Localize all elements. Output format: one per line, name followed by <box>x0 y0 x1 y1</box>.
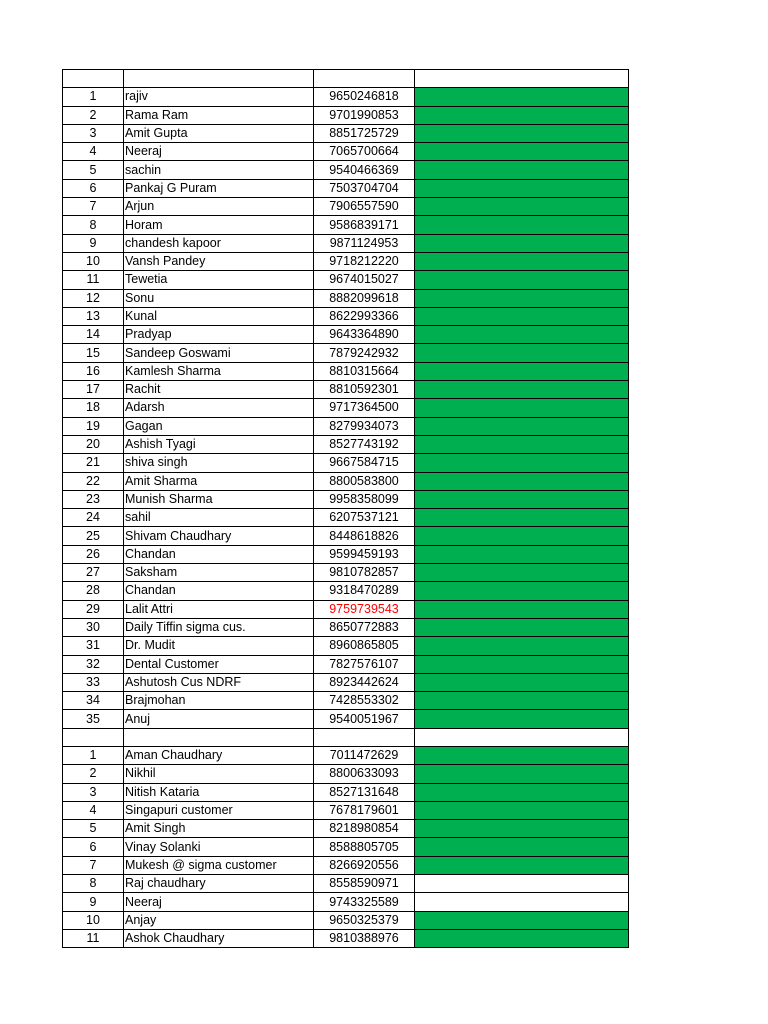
phone-cell[interactable]: 9958358099 <box>314 490 415 508</box>
contact-sheet-body <box>63 70 629 948</box>
table-row <box>63 655 629 673</box>
phone-cell[interactable]: 8650772883 <box>314 618 415 636</box>
status-cell[interactable] <box>415 326 629 344</box>
status-cell[interactable] <box>415 289 629 307</box>
phone-cell[interactable]: 8810592301 <box>314 381 415 399</box>
name-cell[interactable]: sachin <box>124 161 314 179</box>
phone-cell[interactable]: 7503704704 <box>314 179 415 197</box>
row-number-cell[interactable]: 31 <box>63 637 124 655</box>
name-cell[interactable]: Dental Customer <box>124 655 314 673</box>
status-cell[interactable] <box>415 618 629 636</box>
row-number-cell[interactable]: 32 <box>63 655 124 673</box>
table-row <box>63 106 629 124</box>
row-number-cell[interactable]: 4 <box>63 143 124 161</box>
name-cell[interactable]: Pankaj G Puram <box>124 179 314 197</box>
phone-cell[interactable]: 9718212220 <box>314 252 415 270</box>
row-number-cell[interactable]: 7 <box>63 856 124 874</box>
table-row <box>63 893 629 911</box>
name-cell[interactable]: Tewetia <box>124 271 314 289</box>
name-cell[interactable]: Amit Singh <box>124 820 314 838</box>
row-number-cell[interactable]: 8 <box>63 216 124 234</box>
table-row <box>63 124 629 142</box>
row-number-cell[interactable] <box>63 728 124 746</box>
phone-cell[interactable]: 7678179601 <box>314 801 415 819</box>
phone-cell[interactable]: 9540051967 <box>314 710 415 728</box>
name-cell[interactable]: Aman Chaudhary <box>124 746 314 764</box>
phone-cell[interactable]: 8218980854 <box>314 820 415 838</box>
row-number-cell[interactable]: 19 <box>63 417 124 435</box>
phone-cell[interactable]: 6207537121 <box>314 509 415 527</box>
name-cell[interactable]: Nikhil <box>124 765 314 783</box>
table-row <box>63 875 629 893</box>
status-cell[interactable] <box>415 509 629 527</box>
table-row <box>63 856 629 874</box>
header-row <box>63 70 629 88</box>
status-cell[interactable] <box>415 911 629 929</box>
phone-cell[interactable]: 8527131648 <box>314 783 415 801</box>
row-number-cell[interactable]: 6 <box>63 838 124 856</box>
name-cell[interactable]: Anuj <box>124 710 314 728</box>
status-cell[interactable] <box>415 582 629 600</box>
status-cell[interactable] <box>415 838 629 856</box>
phone-cell[interactable]: 8800633093 <box>314 765 415 783</box>
name-cell[interactable]: Chandan <box>124 545 314 563</box>
phone-cell[interactable]: 8588805705 <box>314 838 415 856</box>
name-cell[interactable]: Rama Ram <box>124 106 314 124</box>
status-cell[interactable] <box>415 692 629 710</box>
status-cell[interactable] <box>415 161 629 179</box>
phone-cell[interactable]: 8960865805 <box>314 637 415 655</box>
status-cell[interactable] <box>415 564 629 582</box>
status-cell[interactable] <box>415 88 629 106</box>
row-number-cell[interactable] <box>63 70 124 88</box>
row-number-cell[interactable]: 28 <box>63 582 124 600</box>
phone-cell[interactable]: 9586839171 <box>314 216 415 234</box>
name-cell[interactable]: chandesh kapoor <box>124 234 314 252</box>
phone-cell[interactable]: 8622993366 <box>314 307 415 325</box>
name-cell[interactable]: Shivam Chaudhary <box>124 527 314 545</box>
row-number-cell[interactable]: 24 <box>63 509 124 527</box>
table-row <box>63 179 629 197</box>
status-cell[interactable] <box>415 820 629 838</box>
row-number-cell[interactable]: 23 <box>63 490 124 508</box>
phone-cell[interactable]: 7011472629 <box>314 746 415 764</box>
status-cell[interactable] <box>415 124 629 142</box>
status-cell[interactable] <box>415 454 629 472</box>
name-cell[interactable]: Horam <box>124 216 314 234</box>
row-number-cell[interactable]: 5 <box>63 820 124 838</box>
name-cell[interactable]: Amit Gupta <box>124 124 314 142</box>
phone-cell[interactable]: 7906557590 <box>314 198 415 216</box>
row-number-cell[interactable]: 13 <box>63 307 124 325</box>
table-row <box>63 490 629 508</box>
row-number-cell[interactable]: 30 <box>63 618 124 636</box>
row-number-cell[interactable]: 3 <box>63 124 124 142</box>
row-number-cell[interactable]: 4 <box>63 801 124 819</box>
row-number-cell[interactable]: 10 <box>63 911 124 929</box>
table-row <box>63 271 629 289</box>
table-row <box>63 252 629 270</box>
row-number-cell[interactable]: 26 <box>63 545 124 563</box>
name-cell[interactable]: rajiv <box>124 88 314 106</box>
row-number-cell[interactable]: 2 <box>63 765 124 783</box>
status-cell[interactable] <box>415 143 629 161</box>
status-cell[interactable] <box>415 271 629 289</box>
status-cell[interactable] <box>415 216 629 234</box>
row-number-cell[interactable]: 35 <box>63 710 124 728</box>
row-number-cell[interactable]: 5 <box>63 161 124 179</box>
status-cell[interactable] <box>415 765 629 783</box>
table-row <box>63 783 629 801</box>
phone-cell[interactable]: 9599459193 <box>314 545 415 563</box>
table-row <box>63 344 629 362</box>
table-row <box>63 307 629 325</box>
status-cell[interactable] <box>415 801 629 819</box>
name-cell[interactable]: Vinay Solanki <box>124 838 314 856</box>
table-row <box>63 710 629 728</box>
phone-cell[interactable]: 9871124953 <box>314 234 415 252</box>
name-cell[interactable]: Daily Tiffin sigma cus. <box>124 618 314 636</box>
table-row <box>63 637 629 655</box>
name-cell[interactable]: Ashok Chaudhary <box>124 929 314 947</box>
row-number-cell[interactable]: 1 <box>63 746 124 764</box>
table-row <box>63 564 629 582</box>
status-cell[interactable] <box>415 435 629 453</box>
name-cell[interactable]: Amit Sharma <box>124 472 314 490</box>
name-cell[interactable]: Dr. Mudit <box>124 637 314 655</box>
status-cell[interactable] <box>415 179 629 197</box>
name-cell[interactable]: Arjun <box>124 198 314 216</box>
row-number-cell[interactable]: 1 <box>63 88 124 106</box>
phone-cell[interactable]: 9701990853 <box>314 106 415 124</box>
status-cell[interactable] <box>415 399 629 417</box>
phone-cell[interactable]: 8810315664 <box>314 362 415 380</box>
name-cell[interactable]: Sandeep Goswami <box>124 344 314 362</box>
name-cell[interactable]: Pradyap <box>124 326 314 344</box>
row-number-cell[interactable]: 10 <box>63 252 124 270</box>
table-row <box>63 216 629 234</box>
phone-cell[interactable]: 8279934073 <box>314 417 415 435</box>
phone-cell[interactable]: 9318470289 <box>314 582 415 600</box>
status-cell[interactable] <box>415 252 629 270</box>
phone-cell[interactable]: 9717364500 <box>314 399 415 417</box>
name-cell[interactable]: Nitish Kataria <box>124 783 314 801</box>
row-number-cell[interactable]: 8 <box>63 875 124 893</box>
status-cell[interactable] <box>415 234 629 252</box>
name-cell[interactable]: Neeraj <box>124 143 314 161</box>
table-row <box>63 765 629 783</box>
phone-cell[interactable]: 7428553302 <box>314 692 415 710</box>
phone-cell[interactable]: 9643364890 <box>314 326 415 344</box>
name-cell[interactable]: Neeraj <box>124 893 314 911</box>
row-number-cell[interactable]: 11 <box>63 929 124 947</box>
table-row <box>63 838 629 856</box>
phone-cell[interactable] <box>314 728 415 746</box>
table-row <box>63 673 629 691</box>
status-cell[interactable] <box>415 710 629 728</box>
table-row <box>63 527 629 545</box>
table-row <box>63 362 629 380</box>
phone-cell[interactable]: 9810782857 <box>314 564 415 582</box>
name-cell[interactable]: Adarsh <box>124 399 314 417</box>
phone-cell[interactable]: 9650325379 <box>314 911 415 929</box>
row-number-cell[interactable]: 29 <box>63 600 124 618</box>
status-cell[interactable] <box>415 106 629 124</box>
table-row <box>63 692 629 710</box>
phone-cell[interactable]: 9540466369 <box>314 161 415 179</box>
table-row <box>63 618 629 636</box>
phone-cell[interactable]: 8266920556 <box>314 856 415 874</box>
name-cell[interactable]: Anjay <box>124 911 314 929</box>
table-row <box>63 435 629 453</box>
name-cell[interactable]: Kunal <box>124 307 314 325</box>
phone-cell[interactable]: 8558590971 <box>314 875 415 893</box>
name-cell[interactable]: Kamlesh Sharma <box>124 362 314 380</box>
name-cell[interactable]: Ashish Tyagi <box>124 435 314 453</box>
blank-row <box>63 728 629 746</box>
row-number-cell[interactable]: 3 <box>63 783 124 801</box>
status-cell[interactable] <box>415 746 629 764</box>
status-cell[interactable] <box>415 307 629 325</box>
status-cell[interactable] <box>415 893 629 911</box>
table-row <box>63 289 629 307</box>
status-cell[interactable] <box>415 344 629 362</box>
name-cell[interactable] <box>124 70 314 88</box>
row-number-cell[interactable]: 15 <box>63 344 124 362</box>
row-number-cell[interactable]: 11 <box>63 271 124 289</box>
status-cell[interactable] <box>415 637 629 655</box>
row-number-cell[interactable]: 12 <box>63 289 124 307</box>
phone-cell[interactable]: 7065700664 <box>314 143 415 161</box>
name-cell[interactable]: Rachit <box>124 381 314 399</box>
table-row <box>63 198 629 216</box>
status-cell[interactable] <box>415 545 629 563</box>
table-row <box>63 234 629 252</box>
status-cell[interactable] <box>415 856 629 874</box>
name-cell[interactable]: sahil <box>124 509 314 527</box>
name-cell[interactable]: Gagan <box>124 417 314 435</box>
name-cell[interactable]: Chandan <box>124 582 314 600</box>
status-cell[interactable] <box>415 70 629 88</box>
row-number-cell[interactable]: 34 <box>63 692 124 710</box>
row-number-cell[interactable]: 25 <box>63 527 124 545</box>
status-cell[interactable] <box>415 417 629 435</box>
phone-cell[interactable]: 7879242932 <box>314 344 415 362</box>
phone-cell[interactable]: 9810388976 <box>314 929 415 947</box>
status-cell[interactable] <box>415 783 629 801</box>
status-cell[interactable] <box>415 875 629 893</box>
status-cell[interactable] <box>415 600 629 618</box>
row-number-cell[interactable]: 27 <box>63 564 124 582</box>
phone-cell[interactable]: 9667584715 <box>314 454 415 472</box>
table-row <box>63 143 629 161</box>
row-number-cell[interactable]: 18 <box>63 399 124 417</box>
phone-cell[interactable]: 8923442624 <box>314 673 415 691</box>
name-cell[interactable]: shiva singh <box>124 454 314 472</box>
phone-cell[interactable]: 7827576107 <box>314 655 415 673</box>
table-row <box>63 161 629 179</box>
row-number-cell[interactable]: 16 <box>63 362 124 380</box>
row-number-cell[interactable]: 14 <box>63 326 124 344</box>
name-cell[interactable]: Mukesh @ sigma customer <box>124 856 314 874</box>
name-cell[interactable]: Vansh Pandey <box>124 252 314 270</box>
table-row <box>63 472 629 490</box>
status-cell[interactable] <box>415 673 629 691</box>
table-row <box>63 801 629 819</box>
contact-sheet-table <box>62 69 629 948</box>
phone-cell[interactable]: 9674015027 <box>314 271 415 289</box>
table-row <box>63 545 629 563</box>
phone-cell[interactable]: 8851725729 <box>314 124 415 142</box>
row-number-cell[interactable]: 21 <box>63 454 124 472</box>
name-cell[interactable]: Brajmohan <box>124 692 314 710</box>
row-number-cell[interactable]: 2 <box>63 106 124 124</box>
row-number-cell[interactable]: 7 <box>63 198 124 216</box>
row-number-cell[interactable]: 6 <box>63 179 124 197</box>
name-cell[interactable]: Singapuri customer <box>124 801 314 819</box>
status-cell[interactable] <box>415 527 629 545</box>
table-row <box>63 929 629 947</box>
status-cell[interactable] <box>415 728 629 746</box>
phone-cell[interactable] <box>314 70 415 88</box>
phone-cell[interactable]: 8448618826 <box>314 527 415 545</box>
name-cell[interactable]: Raj chaudhary <box>124 875 314 893</box>
table-row <box>63 417 629 435</box>
name-cell[interactable]: Ashutosh Cus NDRF <box>124 673 314 691</box>
name-cell[interactable]: Munish Sharma <box>124 490 314 508</box>
table-row <box>63 381 629 399</box>
row-number-cell[interactable]: 9 <box>63 893 124 911</box>
status-cell[interactable] <box>415 362 629 380</box>
status-cell[interactable] <box>415 655 629 673</box>
name-cell[interactable]: Sonu <box>124 289 314 307</box>
phone-cell[interactable]: 8800583800 <box>314 472 415 490</box>
status-cell[interactable] <box>415 929 629 947</box>
phone-cell[interactable]: 9743325589 <box>314 893 415 911</box>
status-cell[interactable] <box>415 472 629 490</box>
table-row <box>63 600 629 618</box>
name-cell[interactable]: Lalit Attri <box>124 600 314 618</box>
table-row <box>63 454 629 472</box>
row-number-cell[interactable]: 17 <box>63 381 124 399</box>
status-cell[interactable] <box>415 381 629 399</box>
row-number-cell[interactable]: 22 <box>63 472 124 490</box>
table-row <box>63 820 629 838</box>
name-cell[interactable] <box>124 728 314 746</box>
status-cell[interactable] <box>415 198 629 216</box>
phone-cell[interactable]: 8882099618 <box>314 289 415 307</box>
row-number-cell[interactable]: 33 <box>63 673 124 691</box>
row-number-cell[interactable]: 20 <box>63 435 124 453</box>
table-row <box>63 911 629 929</box>
status-cell[interactable] <box>415 490 629 508</box>
table-row <box>63 509 629 527</box>
phone-cell[interactable]: 9759739543 <box>314 600 415 618</box>
table-row <box>63 88 629 106</box>
phone-cell[interactable]: 9650246818 <box>314 88 415 106</box>
phone-cell[interactable]: 8527743192 <box>314 435 415 453</box>
row-number-cell[interactable]: 9 <box>63 234 124 252</box>
table-row <box>63 399 629 417</box>
table-row <box>63 582 629 600</box>
table-row <box>63 326 629 344</box>
table-row <box>63 746 629 764</box>
name-cell[interactable]: Saksham <box>124 564 314 582</box>
